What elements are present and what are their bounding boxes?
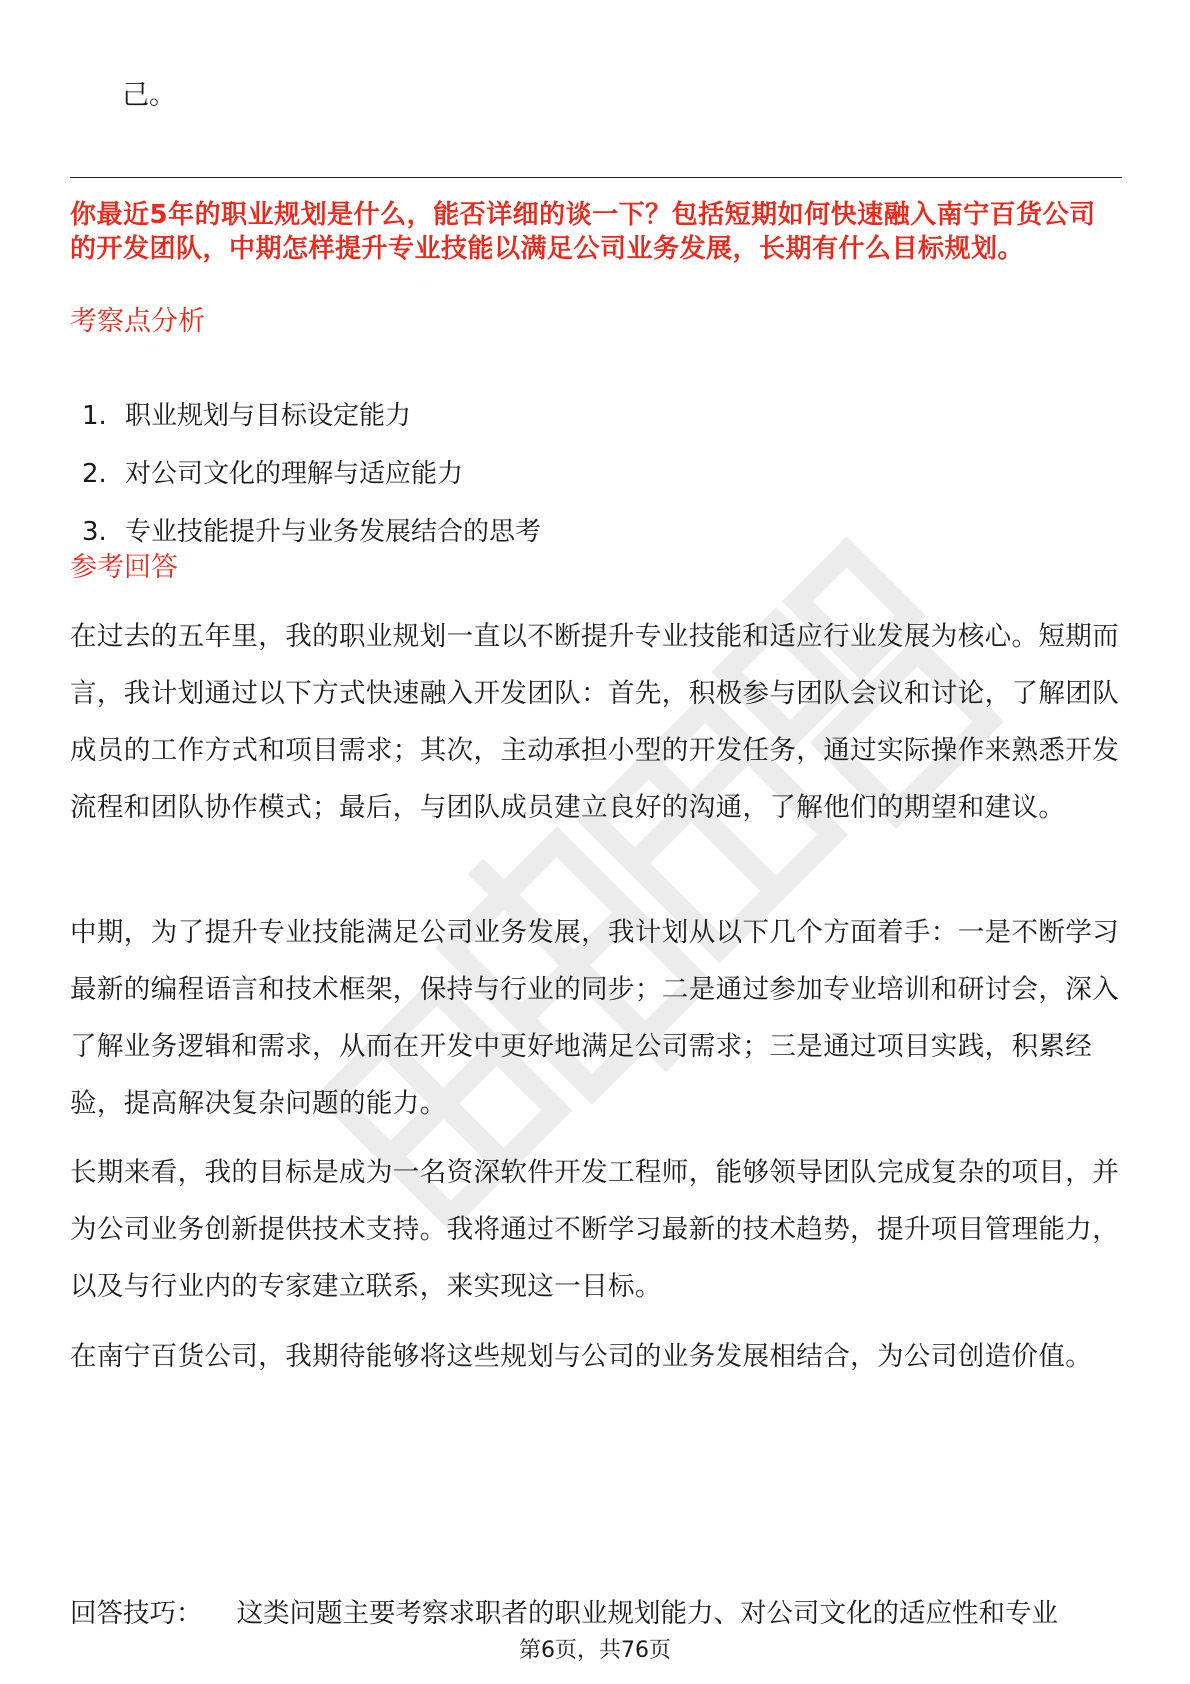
analysis-heading: 考察点分析 bbox=[70, 306, 205, 337]
list-item-text: 职业规划与目标设定能力 bbox=[125, 401, 412, 431]
list-item-number: 2. bbox=[82, 459, 107, 489]
list-item-text: 对公司文化的理解与适应能力 bbox=[125, 459, 464, 489]
list-item bbox=[82, 456, 541, 514]
answer-paragraph-short-term: 在过去的五年里，我的职业规划一直以不断提升专业技能和适应行业发展为核心。短期而言，我计划通过以下方式快速融入开发团队：首先，积极参与团队会议和讨论，了解团队成员的工作方式和项目需求；其次，主动承担小型的开发任务，通过实际操作来熟悉开发流程和团队协作模式；最后，与团队成员建立良好的沟通，了解他们的期望和建议。 bbox=[70, 621, 1120, 823]
section-divider bbox=[70, 177, 1122, 178]
answer-paragraph-mid-term: 中期，为了提升专业技能满足公司业务发展，我计划从以下几个方面着手：一是不断学习最新的编程语言和技术框架，保持与行业的同步；二是通过参加专业培训和研讨会，深入了解业务逻辑和需求，从而在开发中更好地满足公司需求；三是通过项目实践，积累经验，提高解决复杂问题的能力。 bbox=[70, 917, 1120, 1119]
answer-paragraph-long-term: 长期来看，我的目标是成为一名资深软件开发工程师，能够领导团队完成复杂的项目，并为公司业务创新提供技术支持。我将通过不断学习最新的技术趋势，提升项目管理能力，以及与行业内的专家建立联系，来实现这一目标。 bbox=[70, 1157, 1120, 1302]
tips-text: 这类问题主要考察求职者的职业规划能力、对公司文化的适应性和专业 bbox=[236, 1598, 1058, 1629]
answer-tips bbox=[70, 1596, 1130, 1632]
list-item bbox=[82, 398, 541, 456]
answer-heading: 参考回答 bbox=[70, 552, 178, 583]
list-item-text: 专业技能提升与业务发展结合的思考 bbox=[125, 517, 542, 547]
answer-paragraph-company: 在南宁百货公司，我期待能够将这些规划与公司的业务发展相结合，为公司创造价值。 bbox=[70, 1341, 1093, 1372]
interview-question: 你最近5年的职业规划是什么，能否详细的谈一下？包括短期如何快速融入南宁百货公司的开发团队，中期怎样提升专业技能以满足公司业务发展，长期有什么目标规划。 bbox=[70, 200, 1096, 264]
page-number-footer: 第6页，共76页 bbox=[519, 1638, 671, 1663]
list-item-number: 1. bbox=[82, 401, 107, 431]
list-item-number: 3. bbox=[82, 517, 107, 547]
continued-text-fragment: 己。 bbox=[122, 80, 176, 111]
tips-label: 回答技巧： bbox=[70, 1598, 203, 1629]
analysis-points-list bbox=[82, 398, 541, 572]
